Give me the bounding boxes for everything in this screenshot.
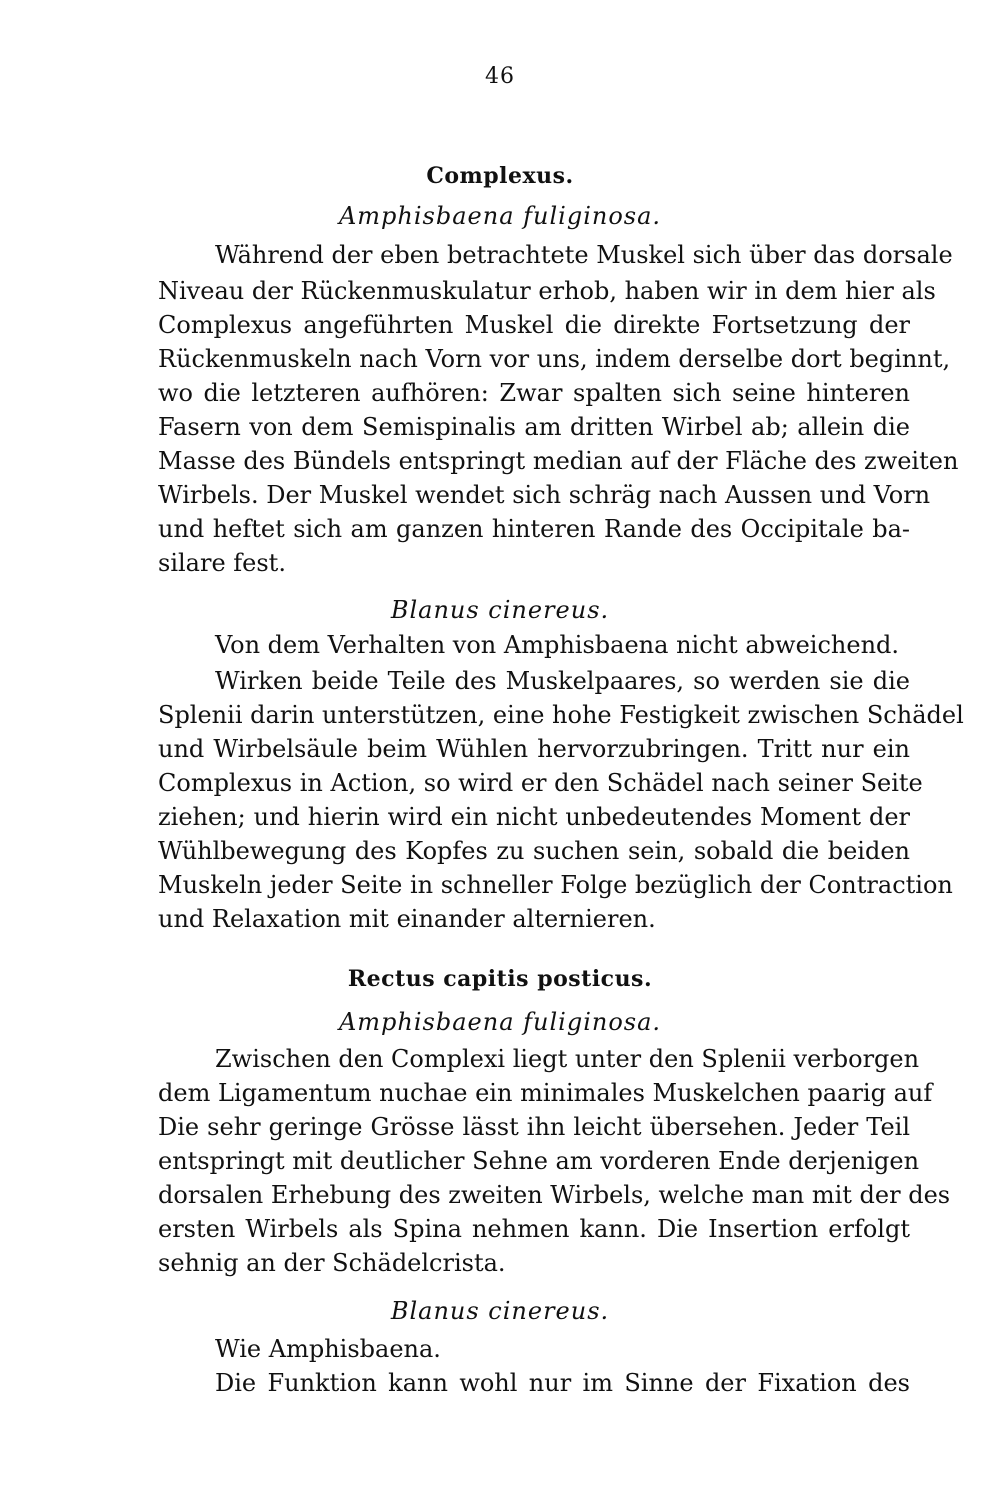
species-heading-blanus: Blanus cinereus. xyxy=(390,596,610,624)
paragraph-line: wo die letzteren aufhören: Zwar spalten sich seine hinteren xyxy=(158,379,910,407)
paragraph-line: Niveau der Rückenmuskulatur erhob, haben wir in dem hier als xyxy=(158,277,936,305)
paragraph-line: Wirbels. Der Muskel wendet sich schräg nach Aussen und Vorn xyxy=(158,481,931,509)
paragraph-line: ersten Wirbels als Spina nehmen kann. Die Insertion erfolgt xyxy=(158,1215,910,1243)
species-heading-amphisbaena: Amphisbaena fuliginosa. xyxy=(338,1008,662,1036)
paragraph-line: Fasern von dem Semispinalis am dritten Wirbel ab; allein die xyxy=(158,413,910,441)
paragraph-line: Complexus angeführten Muskel die direkte Fortsetzung der xyxy=(158,311,910,339)
paragraph-line: und Wirbelsäule beim Wühlen hervorzubringen. Tritt nur ein xyxy=(158,735,910,763)
section-heading-complexus: Complexus. xyxy=(426,163,574,189)
paragraph-line: Muskeln jeder Seite in schneller Folge bezüglich der Contraction xyxy=(158,871,953,899)
page-number: 46 xyxy=(485,64,515,89)
paragraph-line: sehnig an der Schädelcrista. xyxy=(158,1249,506,1277)
paragraph-line: Die Funktion kann wohl nur im Sinne der Fixation des xyxy=(215,1369,910,1397)
paragraph-line: Rückenmuskeln nach Vorn vor uns, indem derselbe dort beginnt, xyxy=(158,345,951,373)
paragraph-line: dem Ligamentum nuchae ein minimales Muskelchen paarig auf xyxy=(158,1079,933,1107)
paragraph-line: Splenii darin unterstützen, eine hohe Festigkeit zwischen Schädel xyxy=(158,701,964,729)
species-heading-amphisbaena: Amphisbaena fuliginosa. xyxy=(338,202,662,230)
paragraph-line: silare fest. xyxy=(158,549,286,577)
paragraph-line: Wirken beide Teile des Muskelpaares, so werden sie die xyxy=(215,667,910,695)
paragraph-line: ziehen; und hierin wird ein nicht unbedeutendes Moment der xyxy=(158,803,910,831)
species-heading-blanus: Blanus cinereus. xyxy=(390,1297,610,1325)
section-heading-rectus-capitis-posticus: Rectus capitis posticus. xyxy=(347,966,653,992)
paragraph-line: Wie Amphisbaena. xyxy=(215,1335,441,1363)
paragraph-line: Masse des Bündels entspringt median auf der Fläche des zweiten xyxy=(158,447,959,475)
paragraph-line: und heftet sich am ganzen hinteren Rande des Occipitale ba- xyxy=(158,515,910,543)
paragraph-line: Wühlbewegung des Kopfes zu suchen sein, sobald die beiden xyxy=(158,837,910,865)
paragraph-line: und Relaxation mit einander alternieren. xyxy=(158,905,656,933)
paragraph-line: Von dem Verhalten von Amphisbaena nicht abweichend. xyxy=(215,631,900,659)
paragraph-line: entspringt mit deutlicher Sehne am vorderen Ende derjenigen xyxy=(158,1147,920,1175)
paragraph-line: dorsalen Erhebung des zweiten Wirbels, welche man mit der des xyxy=(158,1181,951,1209)
paragraph-line: Die sehr geringe Grösse lässt ihn leicht übersehen. Jeder Teil xyxy=(158,1113,910,1141)
paragraph-line: Complexus in Action, so wird er den Schädel nach seiner Seite xyxy=(158,769,923,797)
paragraph-line: Zwischen den Complexi liegt unter den Splenii verborgen xyxy=(215,1045,920,1073)
paragraph-line: Während der eben betrachtete Muskel sich über das dorsale xyxy=(215,241,953,269)
